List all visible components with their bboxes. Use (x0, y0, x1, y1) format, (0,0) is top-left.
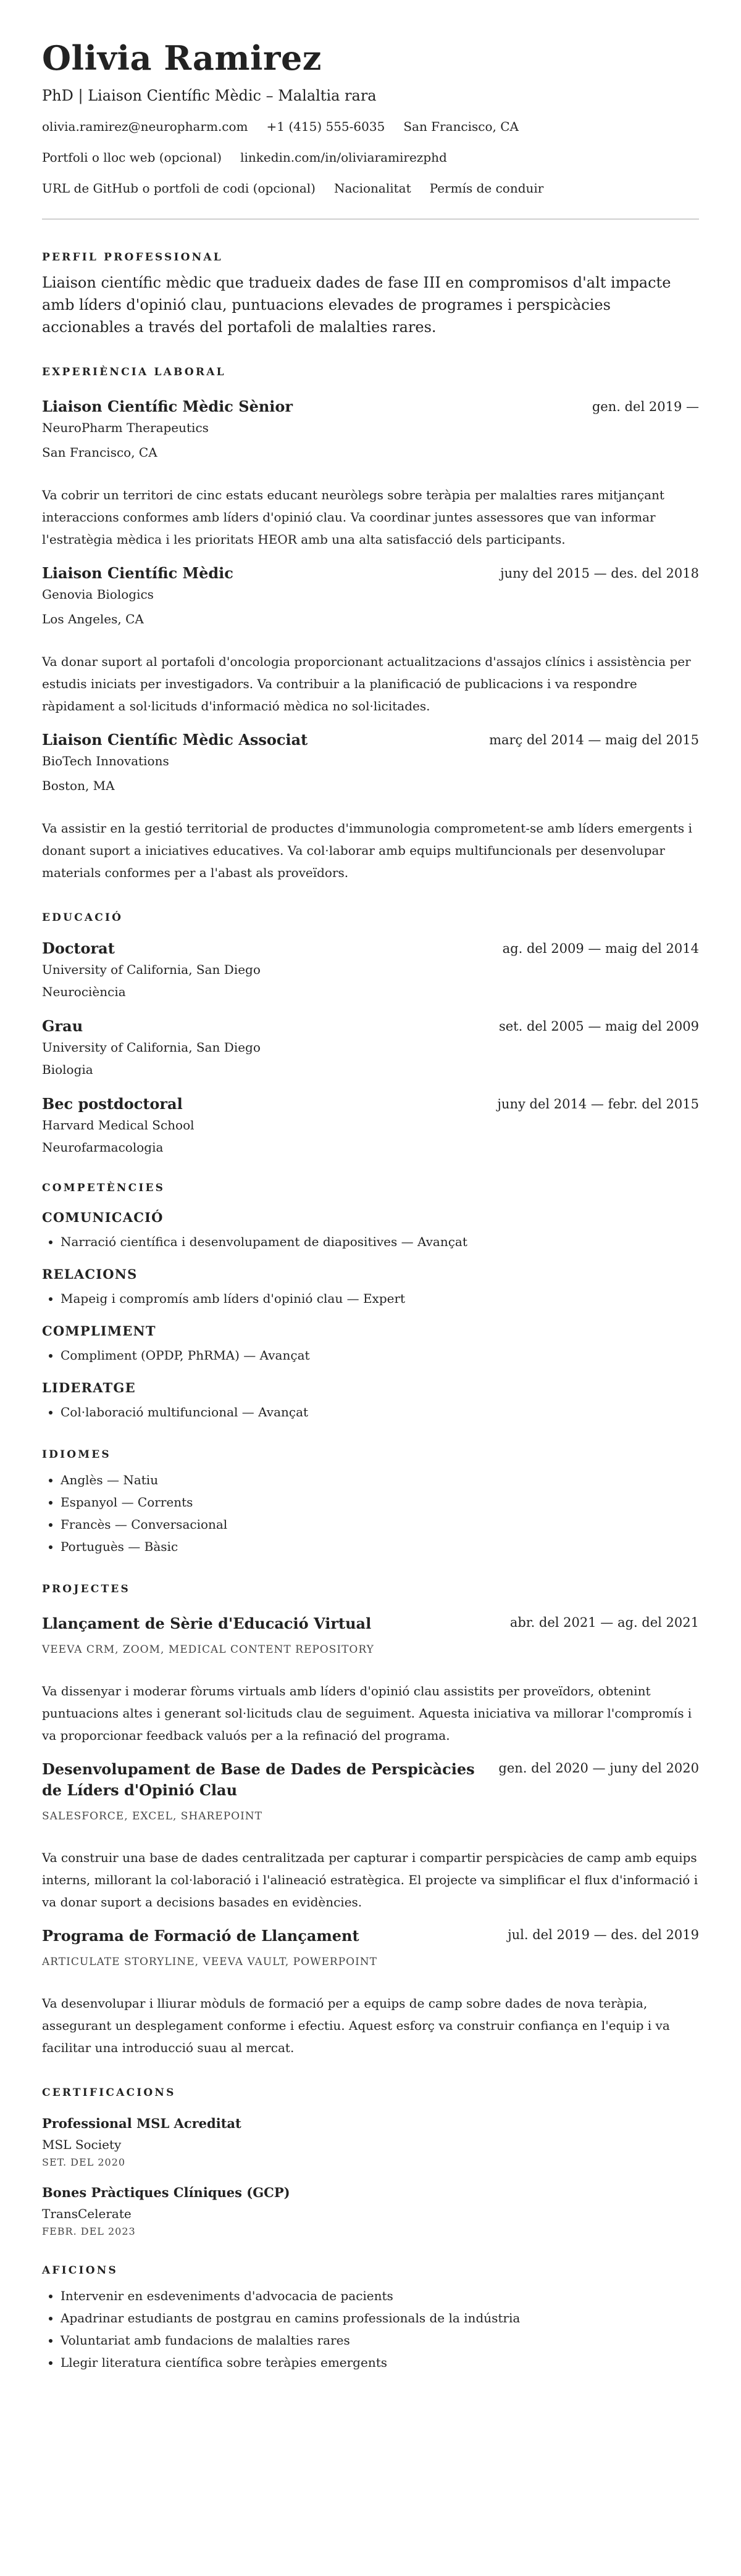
project-entry (42, 1613, 699, 1747)
skill-category (42, 1323, 699, 1366)
certification-issuer: MSL Society (42, 2137, 122, 2152)
language-item: • Portuguès — Bàsic (61, 1535, 699, 1558)
skill-item: • Col·laboració multifuncional — Avançat (61, 1401, 699, 1423)
job-description: Va assistir en la gestió territorial de productes d'immunologia comprometent-se amb líders emergents i donant suport a iniciatives educatives. Va col·laborar amb equips multifuncionals per desenvolupar materials conformes per a l'abast als proveïdors. (42, 821, 692, 880)
experience-section-title: EXPERIÈNCIA LABORAL (42, 366, 226, 378)
profile-summary: Liaison científic mèdic que tradueix dades de fase III en compromisos d'alt impacte amb líders d'opinió clau, puntuacions elevades de programes i perspicàcies accionables a través del portafoli de malalties rares. (42, 274, 671, 336)
project-entry (42, 1926, 699, 2059)
project-description: Va construir una base de dades centralitzada per capturar i compartir perspicàcies de camp amb equips interns, millorant la col·laboració i l'alineació estratègica. El projecte va simplificar el flux d'informació i va donar suport a decisions basades en evidències. (42, 1850, 698, 1909)
location-text: San Francisco, CA (403, 119, 519, 134)
skill-category-name: LIDERATGE (42, 1380, 136, 1395)
field-of-study: Neurociència (42, 984, 126, 999)
project-title: Desenvolupament de Base de Dades de Perspicàcies de Líders d'Opinió Clau (42, 1760, 475, 1799)
skill-item: • Compliment (OPDP, PhRMA) — Avançat (61, 1344, 699, 1366)
contact-row-primary (42, 118, 699, 135)
certification-issuer: TransCelerate (42, 2206, 132, 2221)
language-item: • Espanyol — Corrents (61, 1491, 699, 1513)
job-company: Genovia Biologics (42, 587, 154, 602)
job-company: BioTech Innovations (42, 754, 169, 768)
education-entry (42, 1017, 699, 1078)
project-tech: VEEVA CRM, ZOOM, MEDICAL CONTENT REPOSITORY (42, 1643, 374, 1656)
job-location: San Francisco, CA (42, 445, 157, 460)
hobby-item: • Intervenir en esdeveniments d'advocacia de pacients (61, 2285, 699, 2307)
experience-section (42, 365, 699, 884)
job-dates: gen. del 2019 — (592, 399, 699, 414)
project-tech: SALESFORCE, EXCEL, SHAREPOINT (42, 1810, 263, 1822)
skill-category (42, 1266, 699, 1310)
portfolio-link[interactable]: Portfoli o lloc web (opcional) (42, 150, 222, 165)
certification-name: Professional MSL Acreditat (42, 2116, 241, 2131)
candidate-name: Olivia Ramirez (42, 38, 322, 78)
contact-row-extra (42, 180, 699, 196)
education-dates: juny del 2014 — febr. del 2015 (497, 1097, 699, 1111)
skill-category-name: RELACIONS (42, 1266, 138, 1282)
job-location: Boston, MA (42, 778, 115, 793)
degree-title: Bec postdoctoral (42, 1095, 183, 1113)
job-entry (42, 731, 699, 884)
header-divider (42, 218, 699, 220)
skill-category (42, 1210, 699, 1253)
languages-section (42, 1448, 699, 1558)
skill-item: • Mapeig i compromís amb líders d'opinió clau — Expert (61, 1287, 699, 1310)
license-text: Permís de conduir (429, 181, 544, 196)
email-link[interactable]: olivia.ramirez@neuropharm.com (42, 119, 248, 134)
school-name: University of California, San Diego (42, 962, 261, 977)
linkedin-link[interactable]: linkedin.com/in/oliviaramirezphd (240, 150, 447, 165)
skills-section (42, 1181, 699, 1423)
project-title: Llançament de Sèrie d'Educació Virtual (42, 1614, 372, 1632)
certification-date: SET. DEL 2020 (42, 2156, 126, 2168)
profile-section-title: PERFIL PROFESSIONAL (42, 251, 223, 264)
languages-section-title: IDIOMES (42, 1448, 111, 1461)
certification-name: Bones Pràctiques Clíniques (GCP) (42, 2185, 290, 2200)
job-title: Liaison Científic Mèdic Associat (42, 731, 308, 749)
nationality-text: Nacionalitat (333, 181, 411, 196)
project-title: Programa de Formació de Llançament (42, 1927, 359, 1945)
certification-date: FEBR. DEL 2023 (42, 2225, 136, 2237)
certification-entry (42, 2116, 699, 2169)
hobbies-section-title: AFICIONS (42, 2264, 118, 2277)
education-section (42, 911, 699, 1155)
school-name: Harvard Medical School (42, 1118, 195, 1132)
job-dates: juny del 2015 — des. del 2018 (500, 566, 699, 581)
projects-section-title: PROJECTES (42, 1583, 130, 1595)
skill-category-name: COMPLIMENT (42, 1323, 156, 1339)
field-of-study: Neurofarmacologia (42, 1140, 164, 1155)
language-item: • Francès — Conversacional (61, 1513, 699, 1535)
hobby-item: • Apadrinar estudiants de postgrau en camins professionals de la indústria (61, 2307, 699, 2329)
project-tech: ARTICULATE STORYLINE, VEEVA VAULT, POWERPOINT (42, 1956, 378, 1968)
project-dates: gen. del 2020 — juny del 2020 (498, 1761, 699, 1776)
certifications-section (42, 2086, 699, 2238)
job-dates: març del 2014 — maig del 2015 (489, 733, 699, 747)
skill-category (42, 1380, 699, 1423)
skill-category-name: COMUNICACIÓ (42, 1210, 164, 1225)
profile-section (42, 251, 699, 338)
skill-item: • Narració científica i desenvolupament de diapositives — Avançat (61, 1231, 699, 1253)
certification-entry (42, 2185, 699, 2238)
degree-title: Doctorat (42, 939, 115, 957)
hobbies-section (42, 2264, 699, 2374)
education-entry (42, 1095, 699, 1155)
contact-row-web (42, 149, 699, 165)
job-description: Va cobrir un territori de cinc estats educant neuròlegs sobre teràpia per malalties rares mitjançant interaccions conformes amb líders d'opinió clau. Va coordinar juntes assessores que van informar l'estratègia mèdica i les prioritats HEOR amb una alta satisfacció dels participants. (42, 488, 664, 547)
job-description: Va donar suport al portafoli d'oncologia proporcionant actualitzacions d'assajos clínics i assistència per estudis iniciats per investigadors. Va contribuir a la planificació de publicacions i va respondre ràpidament a sol·licituds d'informació mèdica no sol·licitades. (42, 654, 691, 713)
field-of-study: Biologia (42, 1062, 93, 1077)
job-company: NeuroPharm Therapeutics (42, 420, 209, 435)
certifications-section-title: CERTIFICACIONS (42, 2087, 176, 2099)
phone-link[interactable]: +1 (415) 555-6035 (266, 119, 385, 134)
job-title: Liaison Científic Mèdic (42, 564, 233, 582)
job-entry (42, 564, 699, 717)
job-location: Los Angeles, CA (42, 612, 144, 626)
resume-header (42, 38, 699, 196)
project-dates: abr. del 2021 — ag. del 2021 (509, 1615, 699, 1630)
skills-section-title: COMPETÈNCIES (42, 1182, 165, 1194)
candidate-headline: PhD | Liaison Científic Mèdic – Malaltia rara (42, 87, 377, 104)
projects-section (42, 1582, 699, 2059)
education-dates: set. del 2005 — maig del 2009 (498, 1019, 699, 1034)
project-description: Va dissenyar i moderar fòrums virtuals amb líders d'opinió clau assistits per proveïdors, obtenint puntuacions altes i generant sol·licituds clau de seguiment. Aquesta iniciativa va millorar l'compromís i va proporcionar feedback valuós per a la refinació del programa. (42, 1684, 692, 1743)
project-description: Va desenvolupar i lliurar mòduls de formació per a equips de camp sobre dades de nova teràpia, assegurant un desplegament conforme i efectiu. Aquest esforç va construir confiança en l'equip i va facilitar una introducció suau al mercat. (42, 1996, 670, 2055)
project-entry (42, 1759, 699, 1913)
hobby-item: • Voluntariat amb fundacions de malalties rares (61, 2329, 699, 2351)
project-dates: jul. del 2019 — des. del 2019 (508, 1927, 699, 1942)
education-dates: ag. del 2009 — maig del 2014 (502, 941, 699, 956)
hobby-item: • Llegir literatura científica sobre teràpies emergents (61, 2351, 699, 2374)
job-title: Liaison Científic Mèdic Sènior (42, 397, 293, 415)
education-entry (42, 939, 699, 1000)
degree-title: Grau (42, 1017, 83, 1035)
school-name: University of California, San Diego (42, 1040, 261, 1055)
education-section-title: EDUCACIÓ (42, 912, 124, 924)
job-entry (42, 397, 699, 551)
language-item: • Anglès — Natiu (61, 1469, 699, 1491)
github-link[interactable]: URL de GitHub o portfoli de codi (opcional) (42, 181, 316, 196)
